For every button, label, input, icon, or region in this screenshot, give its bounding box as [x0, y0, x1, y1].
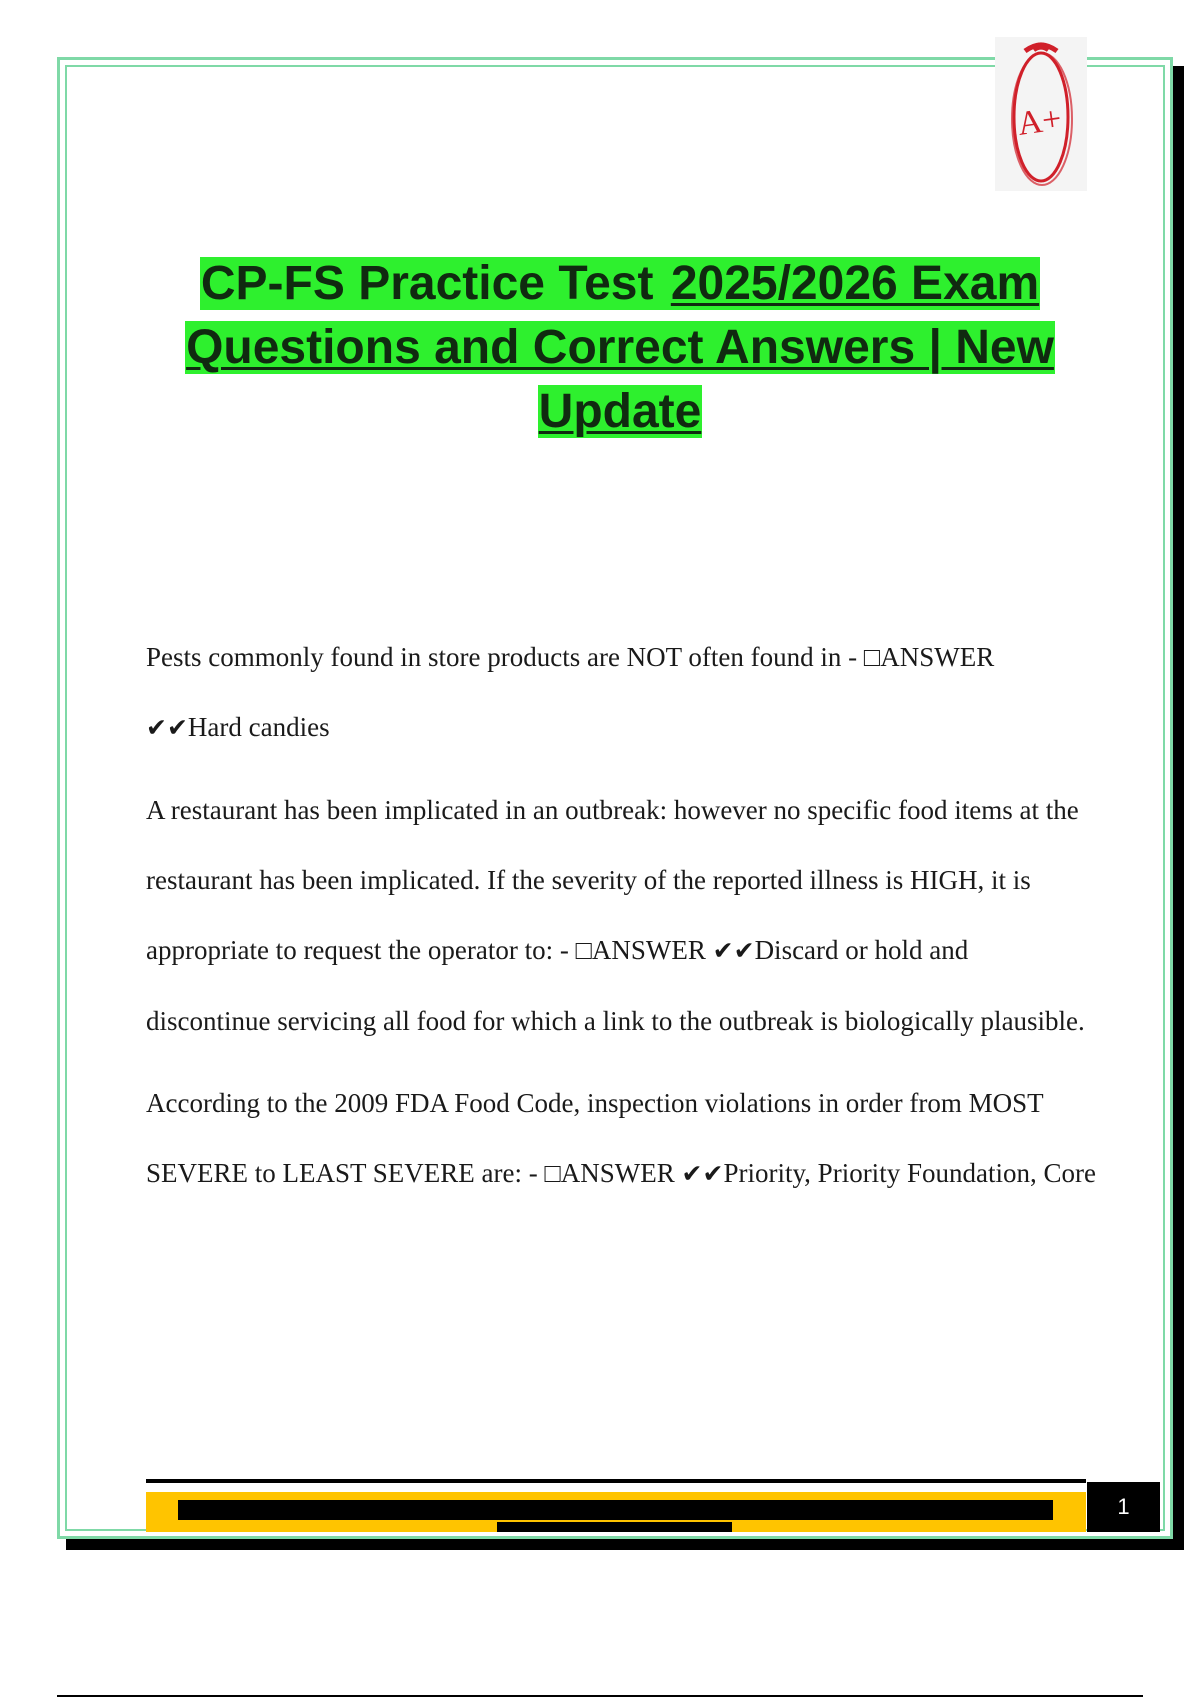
footer-bar-inner: [178, 1500, 1053, 1520]
answer-text: Discard or hold and discontinue servicing all food for which a link to the outbreak is biologically plausible.: [146, 935, 1085, 1036]
footer-bar-accent: [497, 1522, 732, 1532]
a-plus-stamp-icon: [995, 37, 1087, 191]
checkmark-icon: ✔✔: [712, 936, 755, 965]
qa-list: [146, 622, 1096, 1221]
bottom-divider: [57, 1695, 1143, 1697]
page-number: [1087, 1482, 1160, 1532]
qa-item: [146, 775, 1096, 1056]
footer-rule: [146, 1479, 1086, 1483]
page-number-text: 1: [1117, 1494, 1130, 1519]
qa-item: [146, 622, 1096, 763]
qa-item: [146, 1068, 1096, 1209]
question-text: Pests commonly found in store products are NOT often found in -: [146, 642, 864, 672]
checkmark-icon: ✔✔: [146, 713, 188, 742]
question-text: According to the 2009 FDA Food Code, inspection violations in order from MOST SEVERE to LEAST SEVERE are: -: [146, 1088, 1044, 1188]
answer-label: ANSWER: [560, 1158, 675, 1188]
checkmark-icon: ✔✔: [681, 1159, 724, 1188]
answer-marker: □: [863, 642, 881, 672]
document-title: [130, 252, 1110, 444]
svg-text:A+: A+: [1015, 100, 1064, 143]
title-part-1: CP-FS Practice Test: [200, 257, 654, 310]
answer-marker: □: [544, 1158, 561, 1188]
answer-label: ANSWER: [880, 642, 995, 672]
answer-label: ANSWER: [591, 935, 706, 965]
answer-marker: □: [575, 935, 592, 965]
answer-text: Priority, Priority Foundation, Core: [723, 1158, 1096, 1188]
question-text: A restaurant has been implicated in an outbreak: however no specific food items at the restaurant has been implicated. If the severity of the reported illness is HIGH, it is appropriate to request the operator to: -: [146, 795, 1079, 965]
title-part-2: 2025/2026 Exam Questions and Correct Answers | New Update: [186, 257, 1054, 438]
grade-stamp: [995, 37, 1087, 191]
answer-text: Hard candies: [187, 712, 330, 742]
